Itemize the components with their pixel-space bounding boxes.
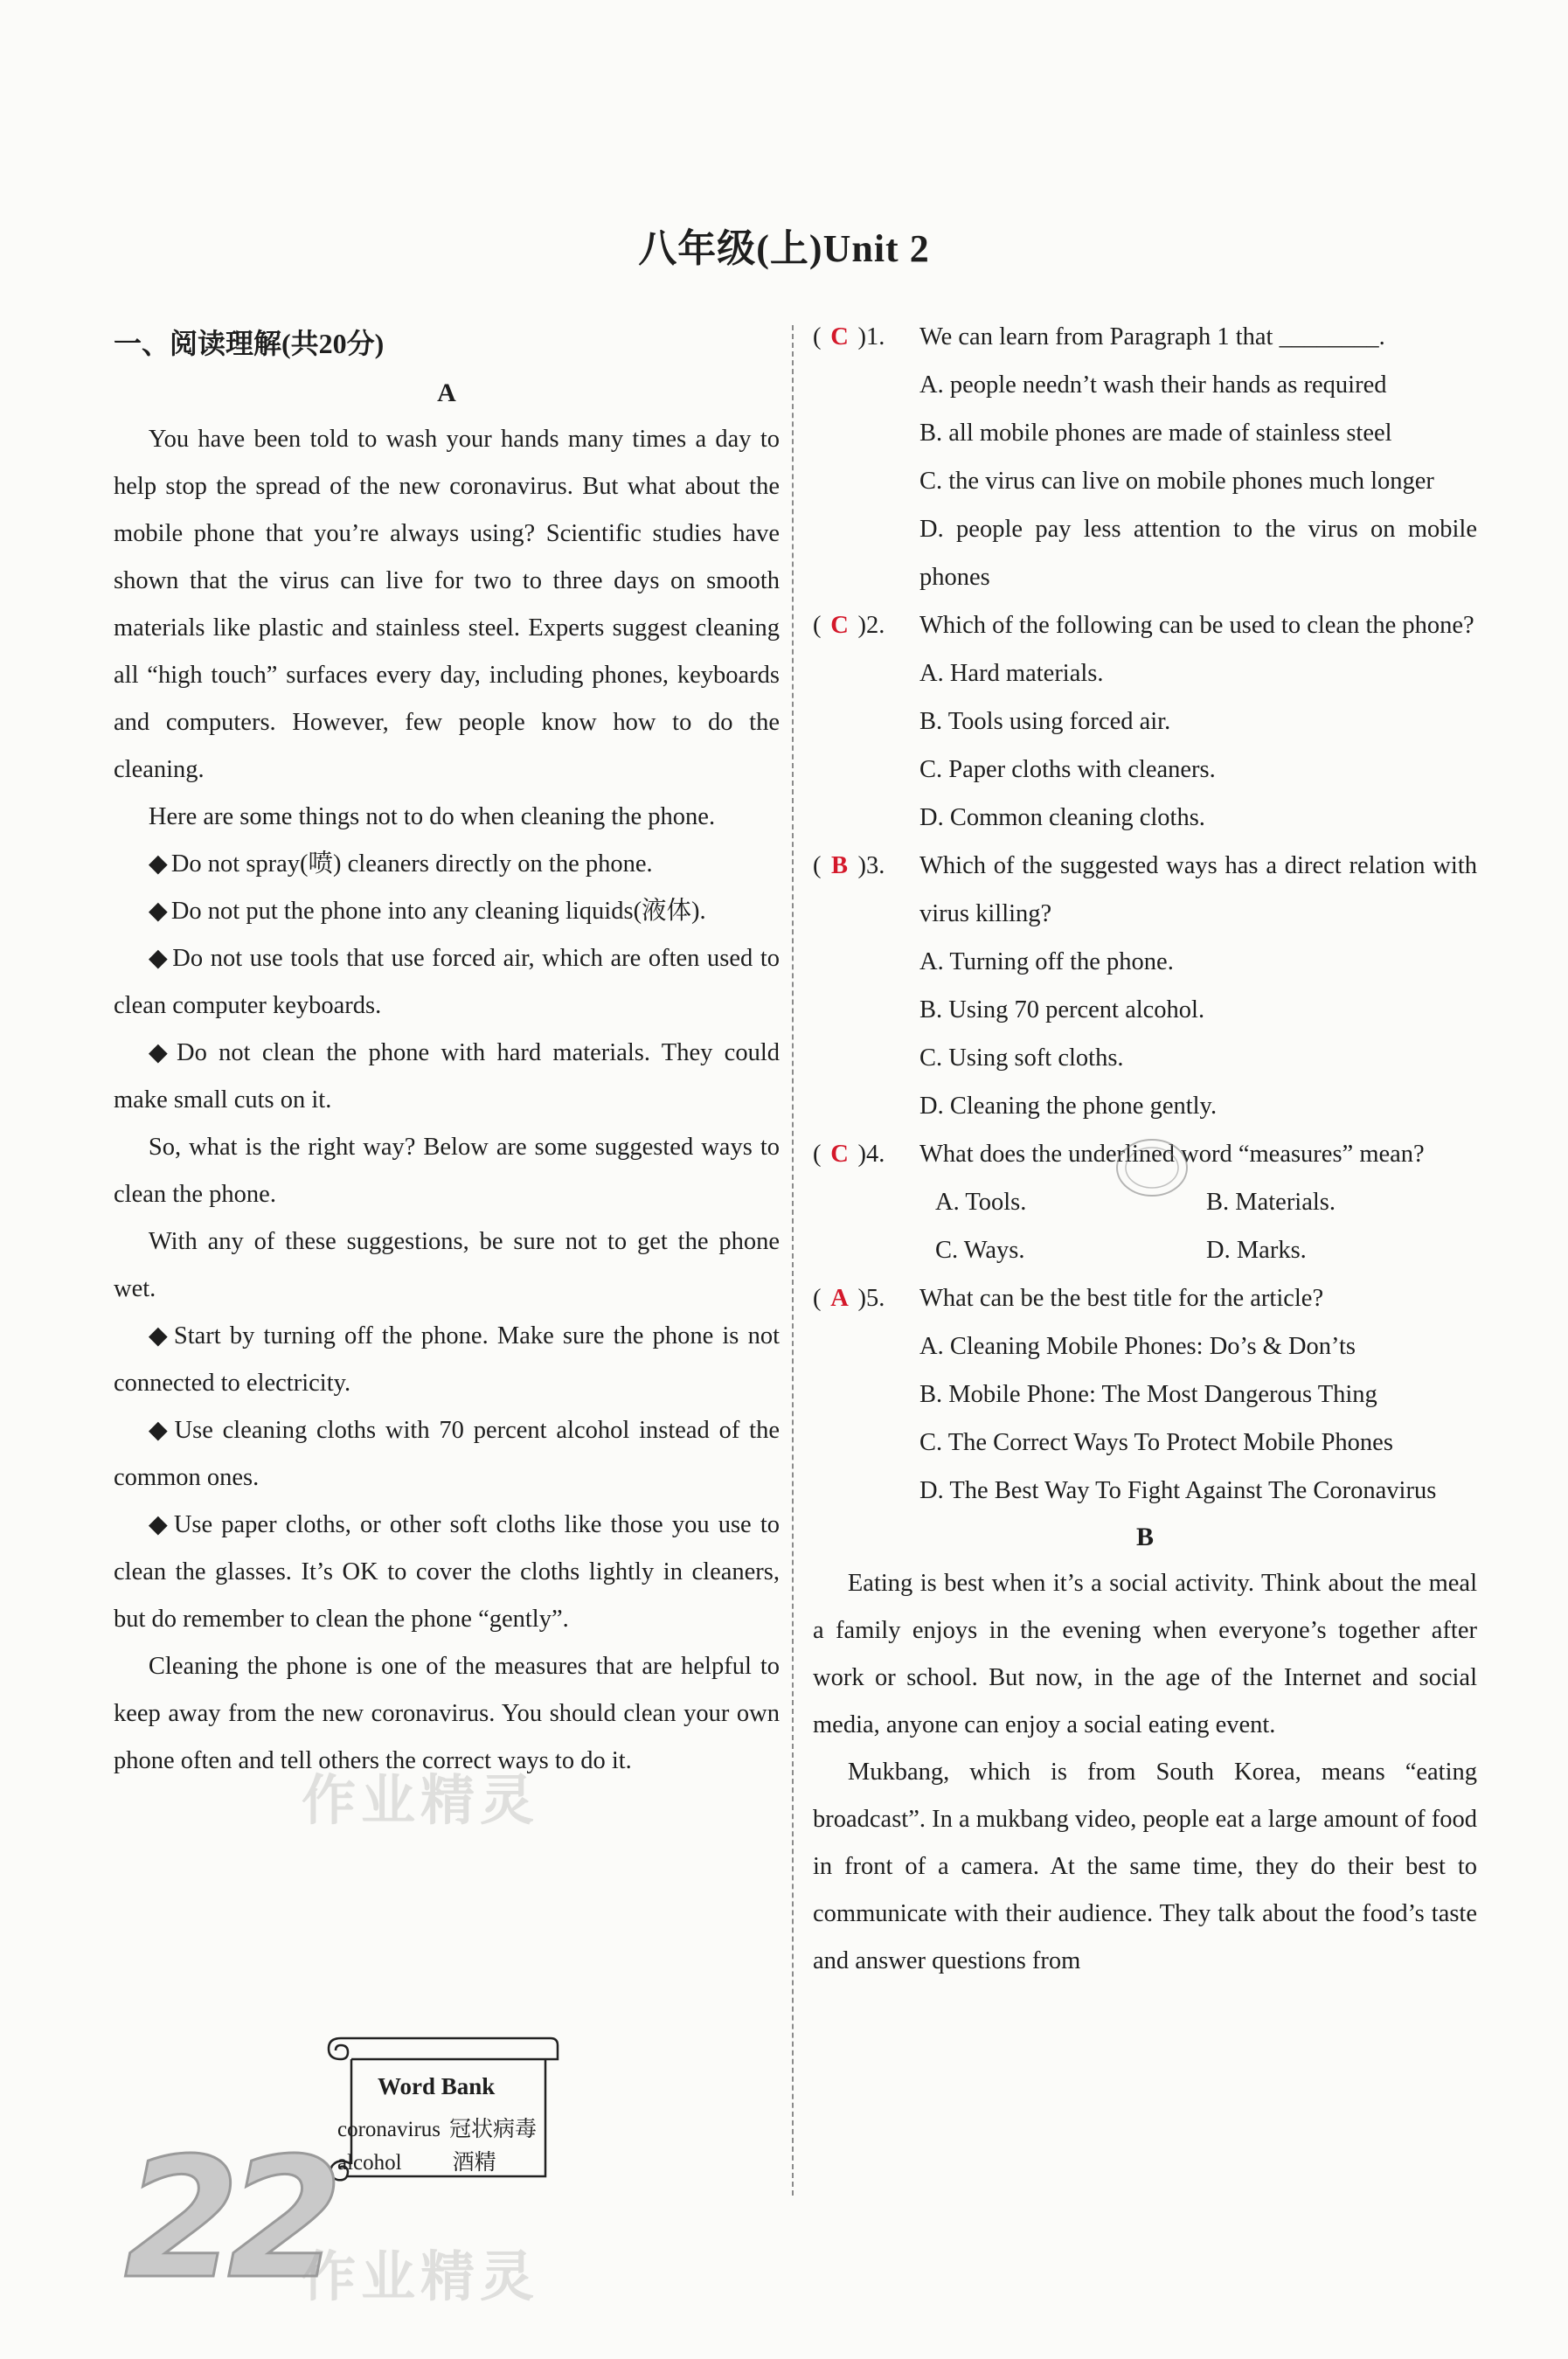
watermark: 作业精灵 xyxy=(302,1768,540,1832)
question-option: B. Using 70 percent alcohol. xyxy=(919,996,1205,1023)
bullet-icon: ◆ xyxy=(148,898,168,925)
question-stem: Which of the suggested ways has a direct relation with virus killing? xyxy=(919,852,1477,927)
passage-b-paragraph: Eating is best when it’s a social activity. Think about the meal a family enjoys in the evening when everyone’s together after work or school. But now, in the age of the Internet and social media, anyone can enjoy a social eating event. xyxy=(813,1570,1477,1738)
passage-b-paragraph: Mukbang, which is from South Korea, means “eating broadcast”. In a mukbang video, people eat a large amount of food in front of a camera. At the same time, they do their best to communicate with their audience. They talk about the food’s taste and answer questions from xyxy=(813,1759,1477,1974)
question-option: D. Cleaning the phone gently. xyxy=(919,1093,1218,1120)
answer-letter: C xyxy=(830,612,849,639)
answer-letter: A xyxy=(830,1285,849,1312)
question-option: C. the virus can live on mobile phones much longer xyxy=(919,468,1434,495)
dont-list-item: ◆ Do not use tools that use forced air, which are often used to clean computer keyboards. xyxy=(114,945,780,1019)
question-stem: We can learn from Paragraph 1 that ________. xyxy=(919,323,1385,350)
question-option: A. Hard materials. xyxy=(919,660,1104,687)
word-bank-entry xyxy=(337,2112,537,2143)
word-bank-english: coronavirus xyxy=(337,2118,441,2141)
question-stem: What can be the best title for the article? xyxy=(919,1285,1324,1312)
question xyxy=(813,601,1477,649)
question-option: A. people needn’t wash their hands as required xyxy=(919,371,1387,399)
question-option: C. Ways. xyxy=(935,1237,1025,1264)
word-bank-chinese: 酒精 xyxy=(452,2151,496,2175)
answer-bracket: ( C )2. xyxy=(813,601,919,649)
answer-bracket: ( C )4. xyxy=(813,1130,919,1178)
bullet-icon: ◆ xyxy=(148,945,170,972)
dont-list-item: ◆ Do not spray(喷) cleaners directly on the phone. xyxy=(148,850,653,878)
question-option: B. Mobile Phone: The Most Dangerous Thing xyxy=(919,1381,1377,1408)
question-option: D. Common cleaning cloths. xyxy=(919,804,1205,831)
answer-bracket: ( A )5. xyxy=(813,1274,919,1322)
answer-bracket: ( C )1. xyxy=(813,313,919,361)
column-divider xyxy=(792,325,794,2196)
answer-letter: C xyxy=(830,1141,849,1168)
bullet-icon: ◆ xyxy=(148,850,168,878)
word-bank-title: Word Bank xyxy=(378,2073,496,2099)
section-heading: 一、阅读理解(共20分) xyxy=(114,328,385,359)
bullet-icon: ◆ xyxy=(148,1417,171,1444)
word-bank-english: alcohol xyxy=(337,2151,402,2175)
question-option: D. people pay less attention to the virus on mobile phones xyxy=(919,516,1477,591)
question-stem: What does the underlined word “measures” mean? xyxy=(919,1141,1425,1168)
question-option: C. Paper cloths with cleaners. xyxy=(919,756,1216,783)
page-title: 八年级(上)Unit 2 xyxy=(638,227,930,270)
question xyxy=(813,1274,1477,1322)
bullet-icon: ◆ xyxy=(148,1322,170,1349)
do-list-item: ◆ Start by turning off the phone. Make sure the phone is not connected to electricity. xyxy=(114,1322,780,1397)
stamp-icon xyxy=(1110,1133,1194,1203)
dont-list-item: ◆ Do not clean the phone with hard materials. They could make small cuts on it. xyxy=(114,1039,780,1114)
question-option: C. The Correct Ways To Protect Mobile Phones xyxy=(919,1429,1393,1456)
question xyxy=(813,313,1477,361)
do-list-item: ◆ Use paper cloths, or other soft cloths like those you use to clean the glasses. It’s OK to cover the cloths lightly in cleaners, but do remember to clean the phone “gently”. xyxy=(114,1511,781,1633)
answer-letter: B xyxy=(830,852,848,879)
question-option: B. all mobile phones are made of stainless steel xyxy=(919,420,1392,447)
passage-b-letter: B xyxy=(1135,1523,1154,1551)
word-bank xyxy=(325,2026,559,2189)
word-bank-entry xyxy=(337,2145,496,2176)
word-bank-chinese: 冠状病毒 xyxy=(449,2118,538,2141)
question-option: A. Tools. xyxy=(935,1189,1027,1216)
question-option: D. The Best Way To Fight Against The Coronavirus xyxy=(919,1477,1437,1504)
passage-a-paragraph: Cleaning the phone is one of the measures that are helpful to keep away from the new coronavirus. You should clean your own phone often and tell others the correct ways to do it. xyxy=(114,1653,780,1774)
answer-letter: C xyxy=(830,323,849,350)
question-option: A. Turning off the phone. xyxy=(919,948,1174,975)
question-option: C. Using soft cloths. xyxy=(919,1044,1124,1072)
option-grid xyxy=(935,1178,1477,1274)
bullet-icon: ◆ xyxy=(148,1039,174,1066)
dont-list-item: ◆ Do not put the phone into any cleaning liquids(液体). xyxy=(148,898,706,925)
question-option: B. Tools using forced air. xyxy=(919,708,1171,735)
question-option: D. Marks. xyxy=(1206,1237,1307,1264)
question xyxy=(813,842,1477,938)
question-option: B. Materials. xyxy=(1206,1189,1336,1216)
passage-a-paragraph: You have been told to wash your hands many times a day to help stop the spread of the new coronavirus. But what about the mobile phone that you’re always using? Scientific studies have shown that the virus can live for two to three days on smooth materials like plastic and stainless steel. Experts suggest cleaning all “high touch” surfaces every day, including phones, keyboards and computers. However, few people know how to do the cleaning. xyxy=(114,426,780,783)
page-number: 22 xyxy=(124,2122,331,2315)
passage-a-letter: A xyxy=(437,378,456,407)
passage-a-paragraph: So, what is the right way? Below are some suggested ways to clean the phone. xyxy=(114,1134,780,1208)
answer-bracket: ( B )3. xyxy=(813,842,919,938)
left-column xyxy=(114,320,780,1785)
bullet-icon: ◆ xyxy=(148,1511,170,1538)
question-stem: Which of the following can be used to clean the phone? xyxy=(919,612,1474,639)
do-list-item: ◆ Use cleaning cloths with 70 percent alcohol instead of the common ones. xyxy=(114,1417,781,1491)
passage-a-paragraph: With any of these suggestions, be sure not to get the phone wet. xyxy=(114,1228,780,1302)
watermark: 作业精灵 xyxy=(302,2245,540,2308)
question-option: A. Cleaning Mobile Phones: Do’s & Don’ts xyxy=(919,1333,1356,1360)
passage-a-paragraph: Here are some things not to do when cleaning the phone. xyxy=(148,803,716,830)
